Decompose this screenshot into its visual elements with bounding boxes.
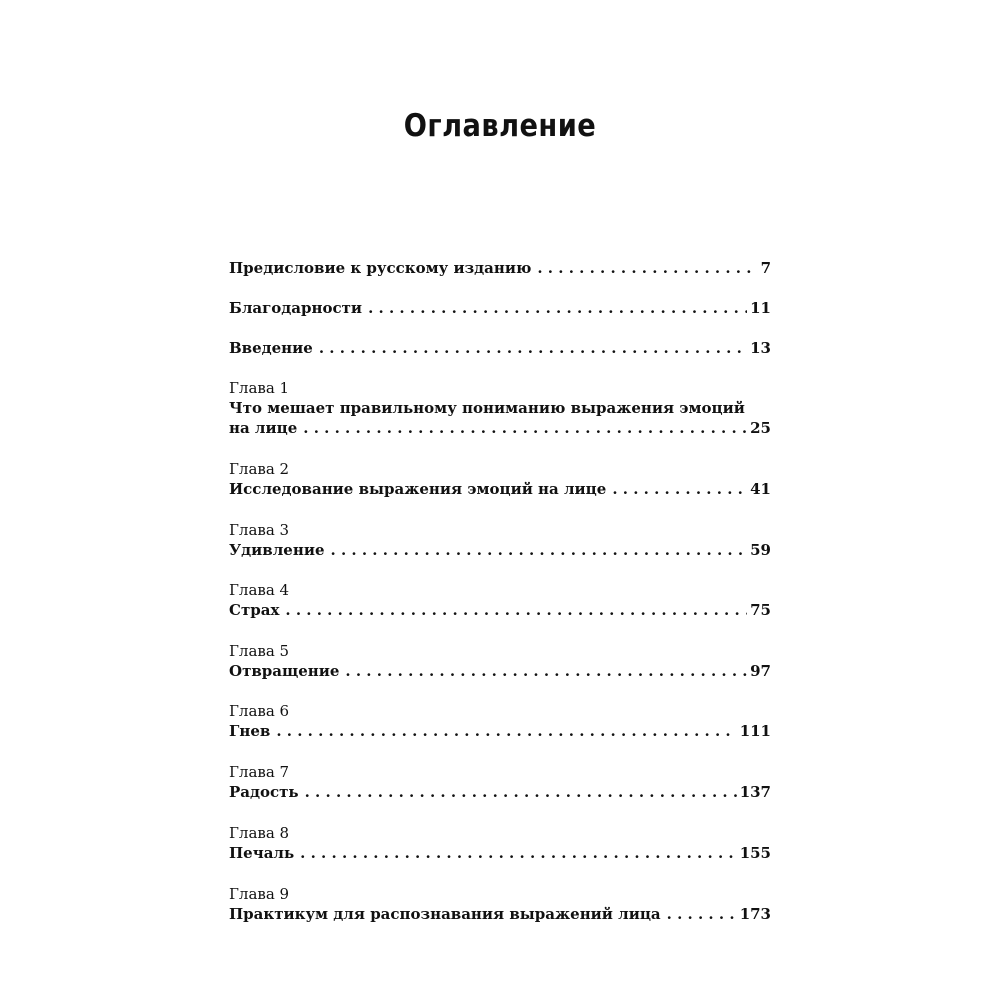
toc-entry-line: [229, 843, 771, 863]
toc-entry-chapter-5: [229, 641, 771, 681]
toc-page-number: 155: [739, 844, 771, 862]
toc-entry-title: Предисловие к русскому изданию: [229, 259, 532, 277]
toc-page-number: 59: [750, 541, 771, 559]
toc-entry-chapter-9: [229, 884, 771, 924]
toc-page-number: 173: [739, 905, 771, 923]
toc-entry-title: Отвращение: [229, 662, 340, 680]
toc-entry-line: [229, 600, 771, 620]
chapter-label: Глава 7: [229, 763, 290, 781]
chapter-label: Глава 3: [229, 521, 290, 539]
toc-page-number: 137: [739, 783, 771, 801]
toc-entry-title: Удивление: [229, 541, 325, 559]
toc-entry-preface: [229, 258, 771, 278]
toc-entry-title: Исследование выражения эмоций на лице: [229, 480, 607, 498]
toc-entry-line: [229, 418, 771, 438]
dot-leader: [319, 338, 747, 358]
toc-entry-title: на лице: [229, 419, 298, 437]
chapter-label: Глава 4: [229, 581, 290, 599]
chapter-label: Глава 6: [229, 702, 290, 720]
toc-page-number: 7: [760, 259, 771, 277]
dot-leader: [303, 418, 747, 438]
toc-entry-title-line1: Что мешает правильному пониманию выражения эмоций: [229, 399, 745, 417]
dot-leader: [345, 661, 747, 681]
toc-page-number: 13: [750, 339, 771, 357]
toc-entry-title: Практикум для распознавания выражений лица: [229, 905, 661, 923]
toc-entry-introduction: [229, 338, 771, 358]
toc-list: [229, 0, 771, 1000]
toc-entry-chapter-4: [229, 580, 771, 620]
toc-entry-title: Страх: [229, 601, 280, 619]
dot-leader: [331, 540, 748, 560]
toc-entry-chapter-6: [229, 701, 771, 741]
dot-leader: [368, 298, 747, 318]
toc-page-number: 41: [750, 480, 771, 498]
toc-entry-chapter-7: [229, 762, 771, 802]
dot-leader: [612, 479, 747, 499]
chapter-label: Глава 1: [229, 379, 290, 397]
toc-entry-chapter-1: [229, 378, 771, 438]
toc-entry-line: [229, 479, 771, 499]
dot-leader: [285, 600, 747, 620]
toc-entry-title: Радость: [229, 783, 299, 801]
toc-page-number: 97: [750, 662, 771, 680]
toc-entry-line: [229, 258, 771, 278]
chapter-label: Глава 8: [229, 824, 290, 842]
toc-entry-line: [229, 338, 771, 358]
toc-entry-chapter-8: [229, 823, 771, 863]
page-title: Оглавление: [403, 108, 597, 144]
toc-entry-line: [229, 721, 771, 741]
dot-leader: [537, 258, 757, 278]
toc-entry-line: [229, 782, 771, 802]
toc-entry-line: [229, 904, 771, 924]
dot-leader: [667, 904, 737, 924]
toc-entry-chapter-2: [229, 459, 771, 499]
chapter-label: Глава 2: [229, 460, 290, 478]
chapter-label: Глава 5: [229, 642, 290, 660]
toc-entry-title: Печаль: [229, 844, 295, 862]
toc-entry-line: [229, 661, 771, 681]
dot-leader: [305, 782, 737, 802]
toc-page-number: 111: [739, 722, 771, 740]
toc-entry-acknowledgements: [229, 298, 771, 318]
dot-leader: [300, 843, 737, 863]
toc-entry-title: Гнев: [229, 722, 271, 740]
toc-entry-title: Введение: [229, 339, 313, 357]
chapter-label: Глава 9: [229, 885, 290, 903]
toc-page-number: 11: [750, 299, 771, 317]
dot-leader: [276, 721, 736, 741]
toc-entry-line: [229, 540, 771, 560]
toc-entry-chapter-3: [229, 520, 771, 560]
toc-page-number: 75: [750, 601, 771, 619]
toc-entry-title: Благодарности: [229, 299, 363, 317]
toc-page-number: 25: [750, 419, 771, 437]
toc-entry-line: [229, 298, 771, 318]
